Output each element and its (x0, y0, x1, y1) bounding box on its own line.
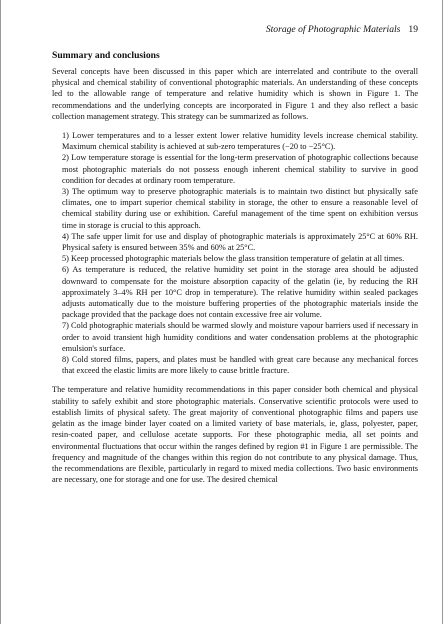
conclusions-list (62, 130, 418, 376)
list-item: 6) As temperature is reduced, the relative humidity set point in the storage area should be adjusted downward to compensate for the moisture absorption capacity of the gelatin (ie, by reducing the RH approximately 3–4% RH per 10°C drop in temperature). The relative humidity within sealed packages adjusts automatically due to the moisture buffering properties of the photographic materials inside the package provided that the package does not contain excessive free air volume. (62, 265, 418, 320)
intro-paragraph: Several concepts have been discussed in this paper which are interrelated and contribute to the overall physical and chemical stability of conventional photographic materials. An understanding of these concepts led to the allowable range of temperature and relative humidity which is shown in Figure 1. The recommendations and the underlying concepts are incorporated in Figure 1 and they also reflect a basic collection management strategy. This strategy can be summarized as follows. (52, 67, 418, 121)
section-heading: Summary and conclusions (52, 50, 160, 61)
list-item: 2) Low temperature storage is essential for the long-term preservation of photographic collections because most photographic materials do not possess enough inherent chemical stability to survive in good condition for decades at ordinary room temperature. (62, 153, 418, 185)
running-title: Storage of Photographic Materials (265, 24, 401, 35)
list-item: 4) The safe upper limit for use and display of photographic materials is approximately 25°C at 60% RH. Physical safety is ensured between 35% and 60% at 25°C. (62, 231, 418, 253)
list-item: 7) Cold photographic materials should be warmed slowly and moisture vapour barriers used if necessary in order to avoid transient high humidity conditions and water condensation problems at the photographic emulsion's surface. (62, 321, 418, 353)
running-head (52, 24, 418, 36)
list-item: 3) The optimum way to preserve photographic materials is to maintain two distinct but physically safe climates, one to impart superior chemical stability in storage, the other to ensure a reasonable level of chemical stability during use or exhibition. Careful management of the time spent on exhibition versus time in storage is crucial to this approach. (62, 187, 418, 230)
list-item: 1) Lower temperatures and to a lesser extent lower relative humidity levels increase chemical stability. Maximum chemical stability is achieved at sub-zero temperatures (−20 to −25°C). (62, 131, 418, 152)
closing-paragraph: The temperature and relative humidity recommendations in this paper consider both chemical and physical stability to safely exhibit and store photographic materials. Conservative scientific protocols were used to establish limits of physical safety. The great majority of conventional photographic films and papers use gelatin as the image binder layer coated on a limited variety of base materials, ie, glass, polyester, paper, resin-coated paper, and cellulose acetate supports. For these photographic media, all set points and environmental fluctuations that occur within the ranges defined by region #1 in Figure 1 are permissible. The frequency and magnitude of the changes within this region do not contribute to any physical damage. Thus, the recommendations are flexible, particularly in regard to mixed media collections. Two basic environments are necessary, one for storage and one for use. The desired chemical (52, 385, 418, 485)
list-item: 5) Keep processed photographic materials below the glass transition temperature of gelatin at all times. (62, 254, 405, 264)
page-number: 19 (408, 24, 418, 35)
list-item: 8) Cold stored films, papers, and plates must be handled with great care because any mechanical forces that exceed the elastic limits are more likely to cause brittle fracture. (62, 355, 418, 376)
